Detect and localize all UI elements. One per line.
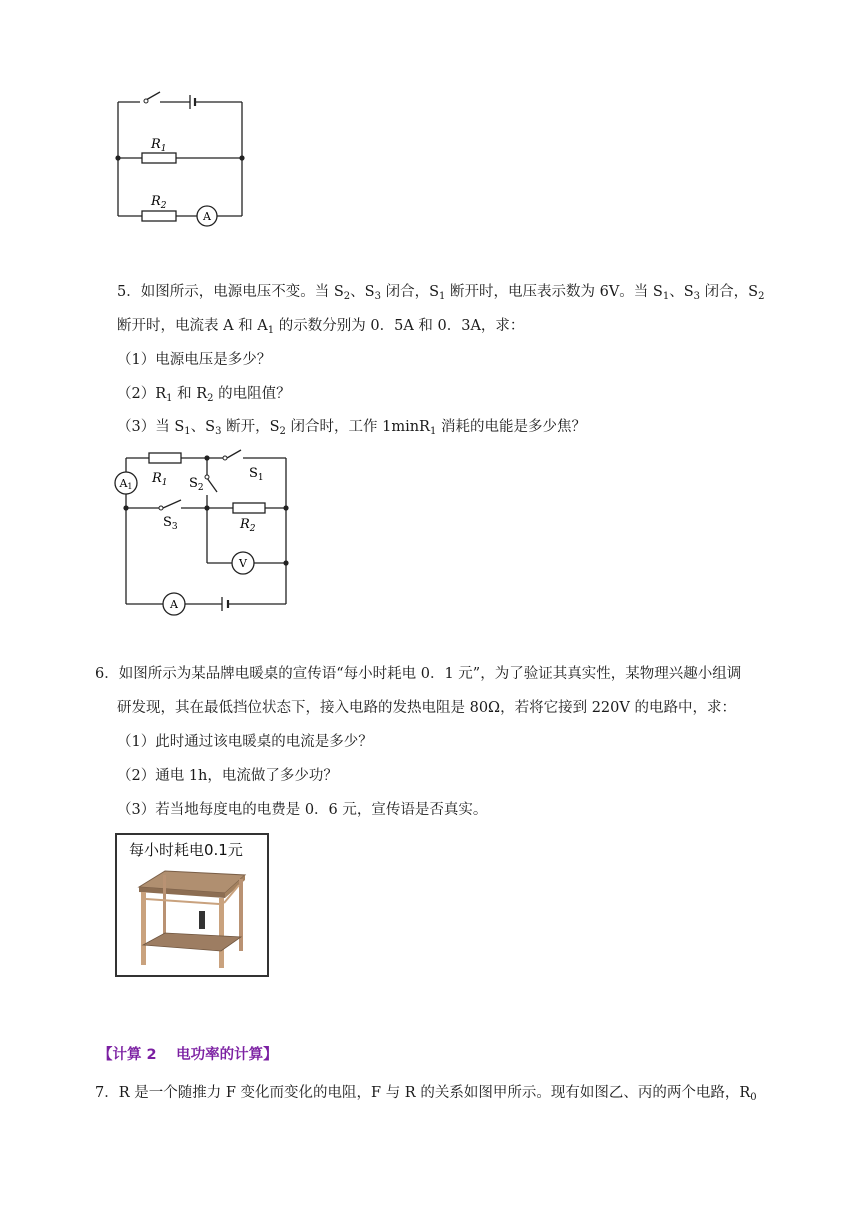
circuit-diagram-1 — [108, 88, 258, 228]
heater-table-photo — [115, 833, 269, 977]
q5-sub2: $(2)R_1$ 和 $R_2$ 的电阻值？ — [117, 386, 291, 404]
r1-label: $R_1$ — [151, 137, 167, 154]
section-heading-power: 【计算 2 电功率的计算】 — [98, 1047, 278, 1063]
q6-sub3: （3）若当地每度电的电费是 0．6 元，宣传语是否真实。 — [117, 802, 488, 818]
photo-caption: 每小时耗电0.1元 — [129, 841, 243, 859]
s1-label: $S_1$ — [249, 466, 264, 483]
q5-line1: 5．如图所示，电源电压不变。当 $S_2$、$S_3$ 闭合，$S_1$ 断开时，电压表示数为 6V。当 $S_1$、$S_3$ 闭合，$S_2$ — [117, 284, 765, 302]
s3-label: $S_3$ — [163, 515, 178, 532]
r2-label-2: $R_2$ — [240, 517, 256, 534]
q7-line1: 7．R 是一个随推力 F 变化而变化的电阻，F 与 R 的关系如图甲所示。现有如图乙、丙的两个电路，$R_0$ — [95, 1085, 757, 1103]
q6-line2: 研发现，其在最低挡位状态下，接入电路的发热电阻是 80Ω，若将它接到 220V 的电路中，求： — [117, 700, 736, 716]
q5-sub1: （1）电源电压是多少？ — [117, 352, 272, 368]
q6-sub2: （2）通电 1h，电流做了多少功？ — [117, 768, 338, 784]
q5-line2: 断开时，电流表 A 和 $A_1$ 的示数分别为 0．5A 和 0．3A，求： — [117, 318, 525, 336]
q6-sub1: （1）此时通过该电暖桌的电流是多少？ — [117, 734, 373, 750]
s2-label: $S_2$ — [189, 476, 204, 493]
q5-sub3: （3）当 $S_1$、$S_3$ 断开，$S_2$ 闭合时，工作 1minR$_1$ 消耗的电能是多少焦？ — [117, 419, 586, 437]
circuit-diagram-2 — [105, 446, 305, 621]
r1-label-2: $R_1$ — [152, 471, 168, 488]
voltmeter-label: V — [239, 557, 247, 570]
ammeter-label: A — [203, 210, 211, 223]
ammeter-label-2: A — [170, 598, 178, 611]
q6-line1: 6．如图所示为某品牌电暖桌的宣传语“每小时耗电 0．1 元”，为了验证其真实性，某物理兴趣小组调 — [95, 666, 742, 682]
table-illustration — [129, 865, 255, 973]
a1-meter-label: A1 — [119, 477, 133, 491]
r2-label: $R_2$ — [151, 194, 167, 211]
